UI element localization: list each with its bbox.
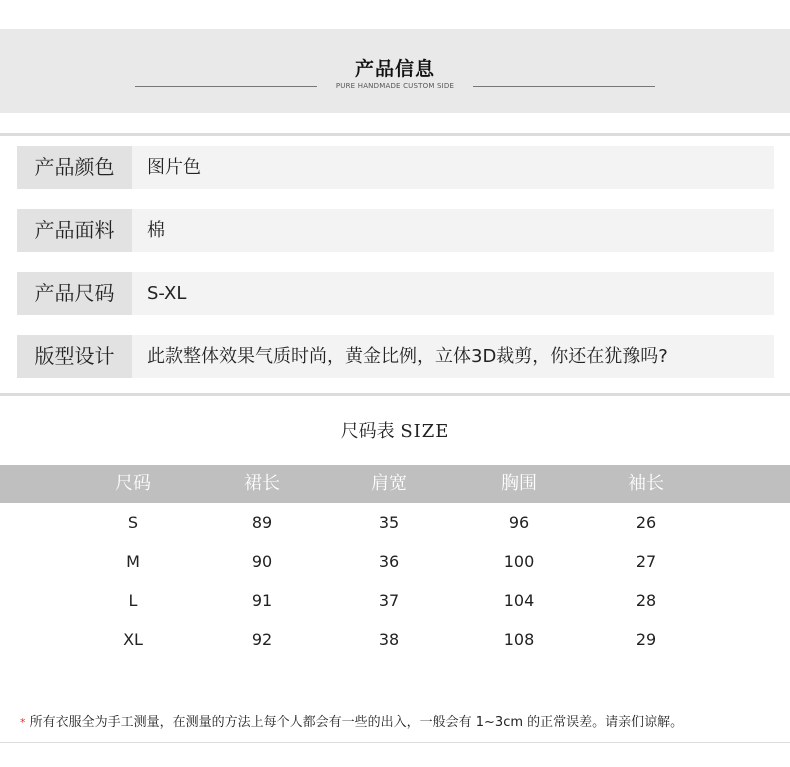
bottom-divider xyxy=(0,742,790,743)
measurement-note xyxy=(20,711,683,730)
table-cell: M xyxy=(126,552,140,571)
table-cell: 92 xyxy=(251,630,273,649)
note-star: * xyxy=(20,716,26,729)
page-title: 产品信息 xyxy=(354,58,435,80)
table-cell: 100 xyxy=(503,552,535,571)
page-subtitle: PURE HANDMADE CUSTOM SIDE xyxy=(335,82,455,90)
size-chart-title-en: SIZE xyxy=(400,421,450,442)
table-cell: 29 xyxy=(635,630,657,649)
table-cell: 91 xyxy=(251,591,273,610)
table-cell: 37 xyxy=(378,591,400,610)
table-cell: 96 xyxy=(508,513,530,532)
info-row-design xyxy=(17,335,774,378)
info-value: 此款整体效果气质时尚，黄金比例，立体3D裁剪，你还在犹豫吗? xyxy=(147,346,668,367)
header-cell-bust: 胸围 xyxy=(501,473,537,494)
table-cell: 89 xyxy=(251,513,273,532)
table-cell: 38 xyxy=(378,630,400,649)
size-chart-title-cn: 尺码表 xyxy=(340,421,395,442)
info-row-color xyxy=(17,146,774,189)
table-cell: L xyxy=(128,591,138,610)
info-row-size xyxy=(17,272,774,315)
info-label: 产品颜色 xyxy=(17,146,132,189)
table-cell: 35 xyxy=(378,513,400,532)
table-cell: 36 xyxy=(378,552,400,571)
size-chart-title xyxy=(0,417,790,443)
info-row-fabric xyxy=(17,209,774,252)
info-label: 版型设计 xyxy=(17,335,132,378)
info-value: 图片色 xyxy=(147,157,201,178)
section-divider xyxy=(0,133,790,136)
table-cell: 104 xyxy=(503,591,535,610)
table-cell: 108 xyxy=(503,630,535,649)
header-cell-shoulder: 肩宽 xyxy=(371,473,407,494)
info-value: 棉 xyxy=(147,220,165,241)
table-cell: 27 xyxy=(635,552,657,571)
note-text: 所有衣服全为手工测量，在测量的方法上每个人都会有一些的出入，一般会有 1~3cm 的正常误差。请亲们谅解。 xyxy=(29,715,684,730)
size-table-header xyxy=(0,465,790,503)
info-value: S-XL xyxy=(147,283,187,304)
table-cell: 28 xyxy=(635,591,657,610)
table-cell: 90 xyxy=(251,552,273,571)
info-label: 产品尺码 xyxy=(17,272,132,315)
table-cell: 26 xyxy=(635,513,657,532)
header-cell-size: 尺码 xyxy=(115,473,151,494)
section-divider xyxy=(0,393,790,396)
header-cell-sleeve: 袖长 xyxy=(628,473,664,494)
info-label: 产品面料 xyxy=(17,209,132,252)
header-cell-length: 裙长 xyxy=(244,473,280,494)
table-cell: XL xyxy=(123,630,143,649)
table-cell: S xyxy=(127,513,139,532)
